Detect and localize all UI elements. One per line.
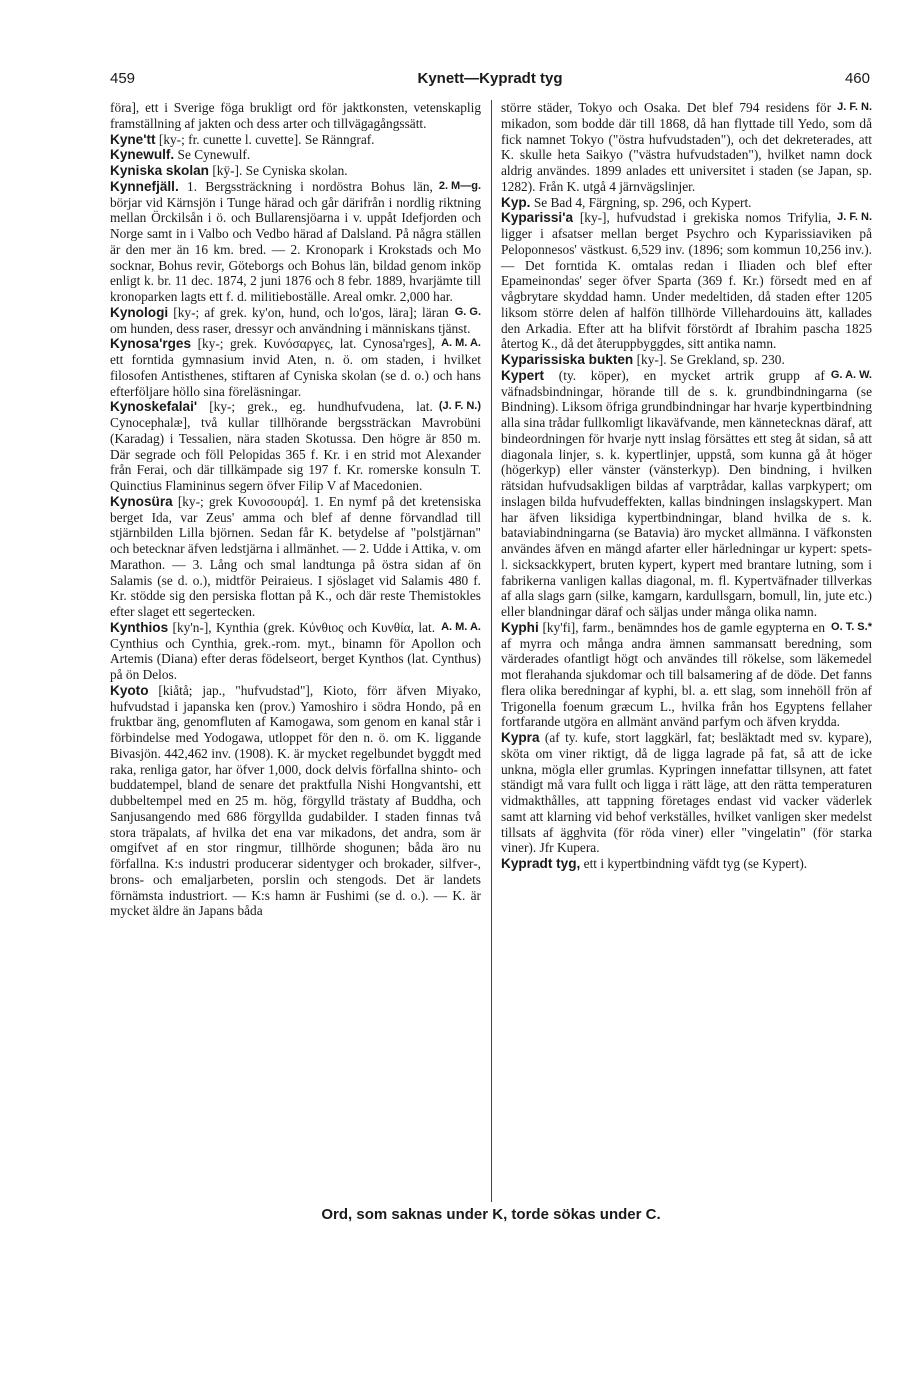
entry-text: [kÿ-]. Se Cyniska skolan.	[212, 163, 348, 178]
entry-text: [kiåtå; jap., "hufvudstad"], Kioto, förr äfven Miyako, hufvudstad i japanska ken (prov.) Yamoshiro i södra Hondo, på en fruktbar äng, genomfluten af Kamogawa, som genom en kanal står i förbindelse med Yodogawa, utloppet för den n. ö. om K. liggande Bivasjön. 442,462 inv. (1908). K. är mycket regelbundet byggdt med raka, renliga gator, har öfver 1,000, dock delvis förfallna shinto- och buddatempel, bland de senare det praktfulla Nishi Hongvantshi, ett dubbeltempel med en 25 m. hög, förgylld trästaty af Buddha, och Sanjusangendo med 686 förgyllda gudabilder. I staden finnas två stora träpalats, af hvilka det ena var mikadons, det andra, som är omgifvet af en stor ringmur, tillhörde shogunen; båda äro nu förfallna. K:s industri producerar sidentyger och brokader, silfver-, brons- och emaljarbeten, porslin och stengods. Det är landets förnämsta industriort. — K:s hamn är Fushimi (se d. o.). — K. är mycket äldre än Japans båda	[110, 682, 481, 919]
author-signature: (J. F. N.)	[438, 400, 481, 413]
page-number-right: 460	[844, 70, 870, 87]
entry-headword: Kyniska skolan	[110, 163, 209, 178]
entry-headword: Kyparissi'a	[501, 210, 573, 226]
author-signature: J. F. N.	[837, 211, 872, 224]
entry-text: 1. Bergssträckning i nordöstra Bohus län, börjar vid Kärnsjön i Tunge härad och går därifrån i nordlig riktning mellan Örckilsån i ö. och Bullarensjöarna i v. uppåt Idefjorden och Norge samt in i Valbo och Vedbo härad af Dalsland. På några ställen är den mer än 16 km. bred. — 2. Kronopark i Krokstads och Mo socknar, Bohus revir, Göteborgs och Bohus län, bildad genom inköp enligt k. br. 11 dec. 1874, 2 juni 1876 och 8 febr. 1889, hvarjämte till kronoparken lagts ett f. d. militieboställe. Areal omkr. 2,000 har.	[110, 178, 481, 304]
entry-text: [ky-; grek., eg. hundhufvudena, lat. Cynocephalæ], två kullar tillhörande bergssträckan Mavrobüni (Karadag) i Tessalien, nära staden Skotussa. Den högre är 850 m. Där segrade och föll Pelopidas 365 f. Kr. i en strid mot Alexander från Ferai, och där tillkämpade sig 197 f. Kr. romerske konsuln T. Quinctius Flamininus segern öfver Filip V af Macedonien.	[110, 399, 481, 493]
entry-text: [ky'n-], Kynthia (grek. Κύνθιος och Κυνθία, lat. Cynthius och Cynthia, grek.-rom. myt., binamn för Apollon och Artemis (Diana) efter deras födelseort, berget Kynthos (lat. Cynthus) på ön Delos.	[110, 619, 481, 682]
entry-headword: Kynnefjäll.	[110, 178, 179, 194]
entry-text: föra], ett i Sverige föga brukligt ord för jaktkonsten, vetenskaplig framställning af jakten och dess arter och tillvägagångssätt.	[110, 100, 481, 131]
entry-headword: Kyp.	[501, 194, 531, 210]
entry-text: Se Cynewulf.	[177, 147, 251, 163]
entry-text: [ky-], hufvudstad i grekiska nomos Trifylia, ligger i afsatser mellan berget Psychro och Kyparissiaviken på Peloponnesos' västkust. 6,529 inv. (1896; som kommun 10,256 inv.). — Det forntida K. omtalas redan i Iliaden och blef efter Epameinondas' seger öfver Sparta (369 f. Kr.) försedt med en af vågbrytare skyddad hamn. Under medeltiden, då staden efter 1205 liksom större delen af halfön tillhörde Villehardouins ätt, kallades den Arkadia. Efter att ha blifvit förstördt af Ibrahim pascha 1825 återtog K., då det återuppbyggdes, sitt antika namn.	[501, 210, 872, 352]
dictionary-entry	[110, 132, 481, 148]
entry-text: [ky'fi], farm., benämndes hos de gamle egypterna en af myrra och många andra ämnen sammansatt beredning, som värderades ofantligt högt och användes till rökelse, som läkemedel mot flerahanda sjukdomar och till balsamering af de döde. Det fanns flera olika beredningar af kyphi, bl. a. ett slag, som innehöll frön af Trigonella foenum græcum L., hvilka från hos Egyptens fellaher fortfarande utgöra en allmänt använd parfym och äfven krydda.	[501, 619, 872, 730]
page-number-left: 459	[110, 70, 136, 87]
dictionary-entry	[501, 368, 872, 620]
dictionary-entry	[110, 336, 481, 399]
entry-text: [ky-; grek. Κυνόσαργες, lat. Cynosa'rges], ett forntida gymnasium invid Aten, n. ö. om staden, i hvilket filosofen Antisthenes, stiftaren af Cyniska skolan (se d. o.) och hans efterföljare höllo sina föreläsningar.	[110, 336, 481, 399]
author-signature: 2. M—g.	[438, 179, 481, 192]
entry-headword: Kyoto	[110, 682, 149, 698]
running-title: Kynett—Kypradt tyg	[417, 70, 563, 87]
author-signature: A. M. A.	[441, 620, 481, 633]
author-signature: G. G.	[454, 305, 481, 318]
dictionary-entry	[110, 147, 481, 163]
author-signature: J. F. N.	[837, 101, 872, 113]
left-column	[110, 100, 491, 1202]
entry-headword: Kynosa'rges	[110, 336, 192, 352]
dictionary-entry	[110, 163, 481, 179]
dictionary-entry	[501, 100, 872, 195]
dictionary-entry	[110, 399, 481, 494]
entry-headword: Kypert	[501, 367, 545, 383]
dictionary-entry	[110, 683, 481, 919]
author-signature: A. M. A.	[441, 337, 481, 350]
right-column	[491, 100, 872, 1202]
author-signature: G. A. W.	[830, 368, 872, 381]
entry-headword: Kynoskefalai'	[110, 399, 198, 415]
page-header	[110, 70, 870, 92]
entry-headword: Kynewulf.	[110, 147, 175, 163]
text-columns	[110, 100, 872, 1202]
dictionary-entry	[110, 620, 481, 683]
entry-text: [ky-; grek Κυνοσουρά]. 1. En nymf på det kretensiska berget Ida, var Zeus' amma och blef af denne förvandlad till stjärnbilden Lilla björnen. Sedan får K. betydelse af "polstjärnan" och betecknar äfven ledstjärna i allmänhet. — 2. Udde i Attika, v. om Marathon. — 3. Lång och smal landtunga på östra sidan af ön Salamis (se d. o.), midtför Peiraieus. I sjöslaget vid Salamis 480 f. Kr. stödde sig den persiska flottan på K., och där reste Themistokles efter slaget ett segertecken.	[110, 493, 482, 619]
entry-headword: Kyne'tt	[110, 131, 156, 147]
entry-headword: Kynthios	[110, 619, 169, 635]
footer-note: Ord, som saknas under K, torde sökas under C.	[321, 1206, 661, 1223]
entry-headword: Kypra	[501, 730, 540, 745]
entry-text: ett i kypertbindning väfdt tyg (se Kypert).	[583, 856, 808, 871]
entry-headword: Kyparissiska bukten	[501, 352, 634, 367]
entry-headword: Kyphi	[501, 619, 539, 635]
dictionary-entry	[501, 730, 872, 856]
entry-headword: Kynosüra	[110, 493, 173, 509]
dictionary-entry	[501, 210, 872, 352]
entry-text: [ky-; af grek. ky'on, hund, och lo'gos, lära]; läran om hunden, dess raser, dressyr och användning i människans tjänst.	[110, 304, 471, 336]
dictionary-entry	[501, 195, 872, 211]
entry-text: [ky-; fr. cunette l. cuvette]. Se Ränngraf.	[158, 131, 375, 147]
dictionary-entry	[501, 620, 872, 730]
dictionary-entry	[110, 100, 481, 132]
dictionary-entry	[501, 856, 872, 872]
entry-text: (af ty. kufe, stort laggkärl, fat; besläktadt med sv. kypare), sköta om viner riktigt, då de ligga lagrade på fat, så att de icke unkna, mögla eller grumlas. Kypringen innefattar tillsynen, att fatet ständigt må vara fullt och ligga i rätt läge, att den rätta temperaturen vidmakthålles, att tappning företages endast vid vacker väderlek samt att klarning vid behof verkställes, hvilket vanligen sker medelst tillsats af ägghvita (för röda viner) eller "vingelatin" (för starka viner). Jfr Kupera.	[501, 730, 872, 856]
entry-headword: Kypradt tyg,	[501, 856, 581, 871]
dictionary-entry	[110, 494, 481, 620]
dictionary-entry	[110, 179, 481, 305]
dictionary-entry	[501, 352, 872, 368]
entry-headword: Kynologi	[110, 304, 169, 320]
author-signature: O. T. S.*	[831, 620, 872, 633]
entry-text: Se Bad 4, Färgning, sp. 296, och Kypert.	[533, 194, 752, 210]
entry-text: (ty. köper), en mycket artrik grupp af väfnadsbindningar, hörande till de s. k. grundbindningarna (se Bindning). Liksom öfriga grundbindningar har hvarje kypertbindning alla sina trådar fullkomligt likaväfvande, men kännetecknas däraf, att bindeordningen för hvarje nytt inslag försättes ett steg åt sidan, så att diagonala linjer, s. k. kypertlinjer, uppstå, som kunna gå åt höger (högerkyp) eller vänster (vänsterkyp). Den bindning, i hvilken rätsidan hufvudsakligen bildas af varptrådar, kallas varpkypert; om inslagen bilda hufvudeffekten, kallas bindningen inslagskypert. Man har äfven liksidiga kypertbindningar, bland hvilka de s. k. bataviabindningarna (se Batavia) äro mycket allmänna. I väfkonsten användes äfven en mängd afarter eller härledningar ur kypert: spets- l. sicksackkypert, bruten kypert, kypert med brantare lutning, som i fabrikerna vanligen kallas diagonal, m. fl. Kypertväfnader tillverkas af alla slags garn (silke, kamgarn, kardullsgarn, bomull, lin, jute etc.) eller blandningar däraf och säljas under många olika namn.	[501, 367, 872, 619]
dictionary-entry	[110, 305, 481, 337]
entry-text: större städer, Tokyo och Osaka. Det blef 794 residens för mikadon, som bodde där till 1868, då han flyttade till Yedo, som då fick namnet Tokyo ("östra hufvudstaden"), och det dekreterades, att K. skulle heta Saikyo ("västra hufvudstaden"), hvilket namn dock aldrig användes. 1899 anlades ett universitet i staden (se Japan, sp. 1282). Från K. utgå 4 järnvägslinjer.	[501, 100, 872, 194]
entry-text: [ky-]. Se Grekland, sp. 230.	[636, 352, 785, 367]
